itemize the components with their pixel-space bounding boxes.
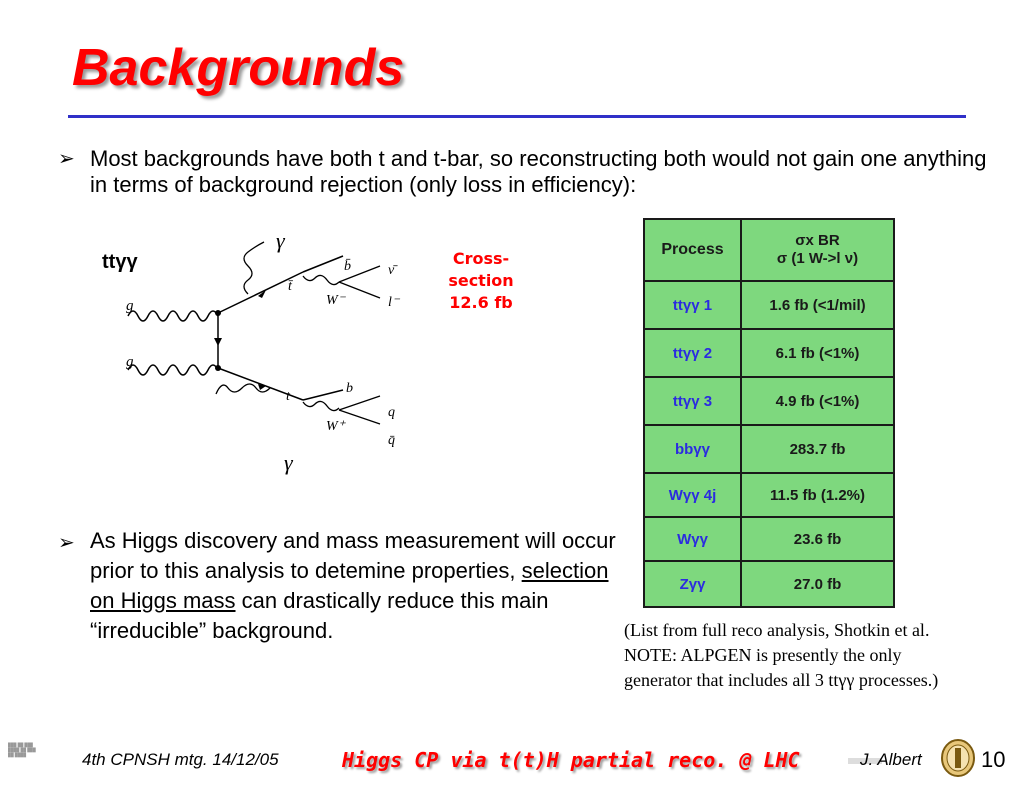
tbar-label: t̄	[288, 279, 292, 294]
diagram-label: ttγγ	[102, 251, 138, 273]
gluon-top	[128, 311, 218, 321]
row-process: bbγγ	[645, 426, 742, 472]
row-value: 27.0 fb	[793, 575, 842, 593]
table-row	[645, 328, 893, 376]
nubar-label: ν̄	[388, 263, 395, 278]
table-row	[645, 424, 893, 472]
row-process: Zγγ	[645, 562, 742, 606]
row-process: ttγγ 2	[645, 330, 742, 376]
university-seal-icon	[940, 738, 976, 778]
cross-section-label	[426, 248, 536, 314]
row-process: Wγγ	[645, 518, 742, 560]
header-sigma	[742, 220, 893, 280]
xsec-line3: 12.6 fb	[449, 293, 513, 312]
header-sigma-line2: σ (1 W->l ν)	[776, 250, 859, 267]
gamma-bottom: γ	[284, 450, 293, 475]
bullet-backgrounds	[58, 146, 990, 198]
feynman-diagram	[98, 220, 438, 480]
b-label: b	[346, 381, 353, 396]
row-value: 283.7 fb	[789, 440, 846, 458]
title-underline	[68, 115, 966, 118]
row-process: ttγγ 1	[645, 282, 742, 328]
gluon-bottom	[128, 365, 218, 375]
row-process: ttγγ 3	[645, 378, 742, 424]
background-table	[643, 218, 895, 608]
footer-talk-title: Higgs CP via t(t)H partial reco. @ LHC	[342, 748, 800, 772]
gluon-label-top: g	[126, 298, 134, 314]
t-label: t	[286, 389, 290, 404]
embedded-object-notice: ███ ██ ███ ████ ██ ███ ██ ████	[8, 742, 36, 757]
bullet-text-post: can drastically reduce this main “irreducible” background.	[90, 588, 549, 643]
table-row	[645, 376, 893, 424]
row-value: 23.6 fb	[793, 530, 842, 548]
table-row	[645, 280, 893, 328]
row-value: 11.5 fb (1.2%)	[769, 486, 866, 504]
gamma-top: γ	[276, 228, 285, 253]
xsec-line2: section	[448, 271, 514, 290]
xsec-line1: Cross-	[452, 249, 510, 268]
bullet-text: Most backgrounds have both t and t-bar, so reconstructing both would not gain one anything in terms of background rejection (only loss in efficiency):	[90, 146, 987, 197]
row-value: 1.6 fb (<1/mil)	[769, 296, 866, 314]
bullet-text-pre: As Higgs discovery and mass measurement will occur prior to this analysis to detemine properties,	[90, 528, 616, 583]
bullet-text-underlined: selection on Higgs mass	[90, 558, 609, 613]
table-row	[645, 516, 893, 560]
lminus-label: l⁻	[388, 295, 400, 310]
qbar-label: q̄	[388, 433, 395, 448]
arrow-bullet-icon: ➢	[58, 148, 75, 170]
header-sigma-line1: σx BR	[795, 232, 840, 249]
row-value: 4.9 fb (<1%)	[775, 392, 860, 410]
row-value: 6.1 fb (<1%)	[775, 344, 860, 362]
header-process: Process	[645, 220, 742, 280]
bbar-label: b̄	[344, 259, 351, 274]
table-row	[645, 560, 893, 606]
wplus-label: W⁺	[326, 419, 346, 434]
table-row	[645, 472, 893, 516]
bullet-higgs-selection	[58, 526, 630, 646]
q-label: q	[388, 405, 395, 420]
arrow-bullet-icon: ➢	[58, 532, 75, 554]
source-note: (List from full reco analysis, Shotkin et al. NOTE: ALPGEN is presently the only generator that includes all 3 ttγγ processes.)	[624, 620, 939, 690]
footer-meeting: 4th CPNSH mtg. 14/12/05	[82, 750, 279, 769]
table-header-row	[645, 220, 893, 280]
slide-title: Backgrounds	[72, 39, 405, 97]
gluon-label-bottom: g	[126, 354, 134, 370]
footer-author: J. Albert	[860, 750, 922, 769]
page-number: 10	[981, 747, 1006, 772]
wminus-label: W⁻	[326, 293, 346, 308]
row-process: Wγγ 4j	[645, 474, 742, 516]
